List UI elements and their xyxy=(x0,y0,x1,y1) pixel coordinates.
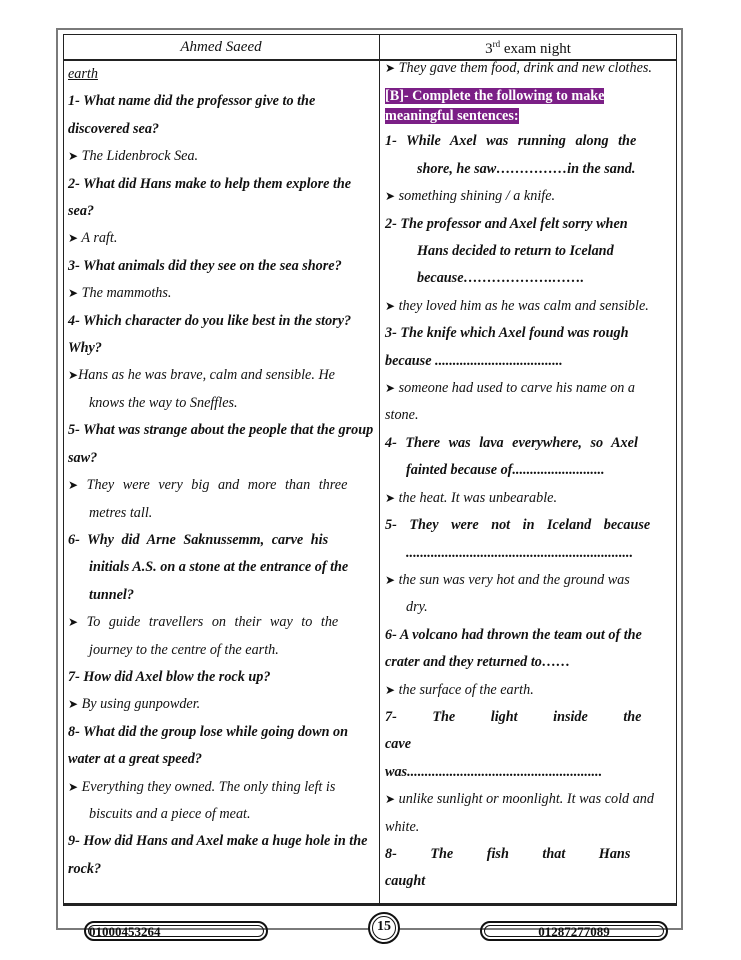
section-b-heading xyxy=(385,86,671,126)
left-column xyxy=(68,61,374,883)
arrow-bullet-icon: ➤ xyxy=(385,792,396,807)
section-b-heading-text: [B]- Complete the following to make meaningful sentences: xyxy=(385,88,605,125)
sentence-4: 4- There was lava everywhere, so Axel xyxy=(385,434,638,451)
header-title-sup: rd xyxy=(492,39,501,49)
author-name: Ahmed Saeed xyxy=(180,39,262,55)
cut-text: earth xyxy=(68,66,98,82)
answer-7-text: By using gunpowder. xyxy=(81,696,201,713)
sentence-6: 6- A volcano had thrown the team out of the crater and they returned to…… xyxy=(385,626,642,671)
answer-5-cont: metres tall. xyxy=(89,504,153,521)
arrow-bullet-icon: ➤ xyxy=(68,149,79,164)
arrow-bullet-icon: ➤ xyxy=(68,368,79,383)
arrow-bullet-icon: ➤ xyxy=(68,286,79,301)
answer-8 xyxy=(68,774,374,801)
arrow-bullet-icon: ➤ xyxy=(68,697,79,712)
answer-3 xyxy=(68,280,374,307)
question-6-cont: initials A.S. on a stone at the entrance of the tunnel? xyxy=(89,559,349,603)
sentence-5: 5- They were not in Iceland because xyxy=(385,517,651,534)
phone-left: 01000453264 xyxy=(89,924,161,939)
answer-2-text: A raft. xyxy=(81,230,118,247)
sentence-3-cont: because .................................... xyxy=(385,352,563,369)
response-5-line1: the sun was very hot and the ground was xyxy=(398,571,630,588)
page-number-text: 15 xyxy=(377,919,391,934)
response-6 xyxy=(385,677,671,704)
arrow-bullet-icon: ➤ xyxy=(385,572,396,587)
footer-rule xyxy=(63,904,677,906)
question-5: 5- What was strange about the people that the group saw? xyxy=(68,422,374,466)
sentence-2-cont: Hans decided to return to Iceland xyxy=(417,243,614,260)
question-2: 2- What did Hans make to help them explore the sea? xyxy=(68,175,352,220)
question-4: 4- Which character do you like best in the story? Why? xyxy=(68,312,352,357)
header-title-rest: exam night xyxy=(500,41,571,57)
answer-7 xyxy=(68,691,374,718)
arrow-bullet-icon: ➤ xyxy=(68,615,79,630)
phone-right: 01287277089 xyxy=(538,924,610,939)
badge-inner-border xyxy=(88,925,264,937)
answer-8-line1: Everything they owned. The only thing left is xyxy=(81,778,336,795)
arrow-bullet-icon: ➤ xyxy=(68,231,79,246)
question-1: 1- What name did the professor give to the discovered sea? xyxy=(68,93,316,137)
question-3: 3- What animals did they see on the sea shore? xyxy=(68,257,342,274)
page-number-ring xyxy=(372,916,396,940)
sentence-1-cont: shore, he saw……………in the sand. xyxy=(417,160,636,177)
answer-5 xyxy=(68,472,374,499)
arrow-bullet-icon: ➤ xyxy=(385,490,396,505)
sentence-3: 3- The knife which Axel found was rough xyxy=(385,325,629,342)
answer-2 xyxy=(68,225,374,252)
sentence-7: 7- The light inside the cave xyxy=(385,708,642,753)
arrow-bullet-icon: ➤ xyxy=(68,478,79,493)
header-title-num: 3 xyxy=(485,41,493,57)
sentence-8: 8- The fish that Hans caught xyxy=(385,845,631,890)
answer-continued xyxy=(385,55,671,82)
response-4 xyxy=(385,485,671,512)
answer-6 xyxy=(68,609,374,636)
sentence-2-cont2: because……………….……. xyxy=(417,270,585,287)
sentence-1: 1- While Axel was running along the xyxy=(385,133,637,150)
answer-8-cont: biscuits and a piece of meat. xyxy=(89,805,251,822)
answer-1-text: The Lidenbrock Sea. xyxy=(81,148,199,165)
phone-left-badge xyxy=(84,921,268,941)
answer-6-line1: To guide travellers on their way to the xyxy=(86,614,339,631)
page-number xyxy=(368,912,400,944)
sentence-5-cont: ................................................................ xyxy=(406,544,633,561)
question-7: 7- How did Axel blow the rock up? xyxy=(68,668,271,685)
arrow-bullet-icon: ➤ xyxy=(385,298,396,313)
question-6: 6- Why did Arne Saknussemm, carve his xyxy=(68,531,329,548)
arrow-bullet-icon: ➤ xyxy=(385,381,396,396)
sentence-2: 2- The professor and Axel felt sorry when xyxy=(385,215,628,232)
answer-4 xyxy=(68,362,374,389)
answer-4-line1: Hans as he was brave, calm and sensible. He xyxy=(78,367,335,384)
answer-4-cont: knows the way to Sneffles. xyxy=(89,394,238,411)
arrow-bullet-icon: ➤ xyxy=(385,682,396,697)
response-5-cont: dry. xyxy=(406,599,428,616)
sentence-4-cont: fainted because of.......................... xyxy=(406,462,605,479)
response-4-text: the heat. It was unbearable. xyxy=(398,489,558,506)
arrow-bullet-icon: ➤ xyxy=(385,189,396,204)
response-2 xyxy=(385,293,671,320)
column-divider xyxy=(379,34,380,904)
response-2-text: they loved him as he was calm and sensible. xyxy=(398,297,649,314)
answer-5-line1: They were very big and more than three xyxy=(86,477,348,494)
response-3-text: someone had used to carve his name on a stone. xyxy=(385,380,636,424)
question-8: 8- What did the group lose while going down on water at a great speed? xyxy=(68,723,349,768)
right-column xyxy=(385,55,671,896)
arrow-bullet-icon: ➤ xyxy=(385,61,396,75)
response-1-text: something shining / a knife. xyxy=(398,188,556,205)
response-5 xyxy=(385,567,671,594)
response-1 xyxy=(385,183,671,210)
arrow-bullet-icon: ➤ xyxy=(68,779,79,794)
response-6-text: the surface of the earth. xyxy=(398,681,534,698)
answer-6-cont: journey to the centre of the earth. xyxy=(89,641,279,658)
question-9: 9- How did Hans and Axel make a huge hole in the rock? xyxy=(68,833,368,877)
badge-inner-border xyxy=(484,925,664,937)
sentence-7-cont: was....................................................... xyxy=(385,763,603,780)
answer-3-text: The mammoths. xyxy=(81,285,172,302)
response-7 xyxy=(385,786,671,841)
response-7-text: unlike sunlight or moonlight. It was cold and white. xyxy=(385,791,654,835)
response-3 xyxy=(385,375,671,430)
answer-1 xyxy=(68,143,374,170)
phone-right-badge xyxy=(480,921,668,941)
answer-continued-text: They gave them food, drink and new clothes. xyxy=(398,60,652,76)
